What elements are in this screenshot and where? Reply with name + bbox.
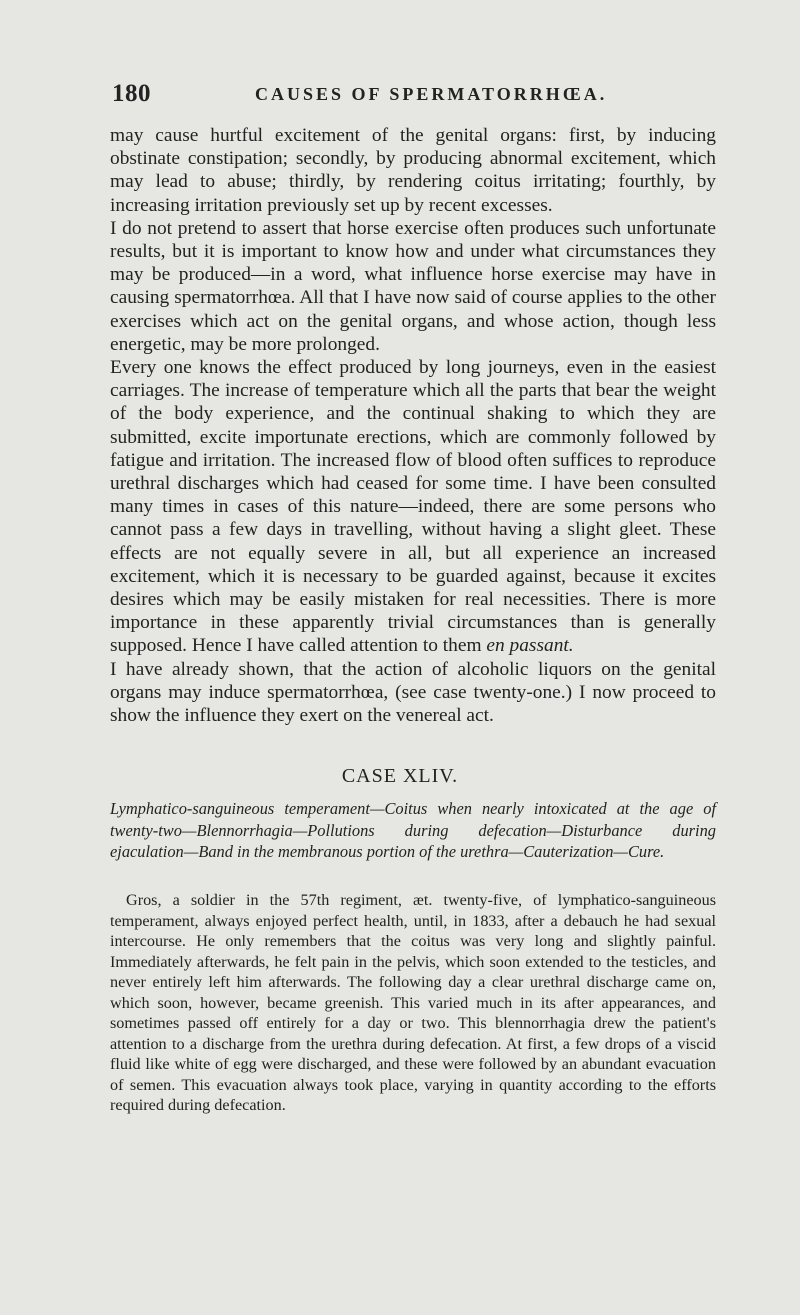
main-text — [110, 124, 716, 727]
running-title: CAUSES OF SPERMATORRHŒA. — [255, 84, 608, 104]
paragraph-3 — [110, 356, 716, 658]
paragraph-1: may cause hurtful excitement of the genital organs: first, by inducing obstinate constipation; secondly, by producing abnormal excitement, which may lead to abuse; thirdly, by rendering coitus irritating; fourthly, by increasing irritation previously set up by recent excesses. — [110, 125, 716, 216]
page-number: 180 — [112, 80, 151, 107]
case-summary: Lymphatico-sanguineous temperament—Coitus when nearly intoxicated at the age of twenty-two—Blennorrhagia—Pollutions during defecation—Disturbance during ejaculation—Band in the membranous portion of the urethra—Cauterization—Cure. — [110, 799, 716, 862]
page-header — [112, 80, 712, 110]
paragraph-3-text: Every one knows the effect produced by long journeys, even in the easiest carriages. The increase of temperature which all the parts that bear the weight of the body experience, and the continual shaking to which they are submitted, excite importunate erections, which are commonly followed by fatigue and irritation. The increased flow of blood often suffices to reproduce urethral discharges which had ceased for some time. I have been consulted many times in cases of this nature—indeed, there are some persons who cannot pass a few days in travelling, without having a slight gleet. These effects are not equally severe in all, but all experience an increased excitement, which it is necessary to be guarded against, because it excites desires which may be easily mistaken for real necessities. There is more importance in these apparently trivial circumstances than is generally supposed. Hence I have called attention to them — [110, 357, 716, 657]
case-heading: CASE XLIV. — [341, 765, 459, 787]
paragraph-4: I have already shown, that the action of alcoholic liquors on the genital organs may induce spermatorrhœa, (see case twenty-one.) I now proceed to show the influence they exert on the venereal act. — [110, 658, 716, 727]
paragraph-2: I do not pretend to assert that horse exercise often produces such unfortunate results, but it is important to know how and under what circumstances they may be produced—in a word, what influence horse exercise may have in causing spermatorrhœa. All that I have now said of course applies to the other exercises which act on the genital organs, and whose action, though less energetic, may be more prolonged. — [110, 217, 716, 355]
paragraph-3-italic: en passant. — [486, 635, 574, 657]
case-text — [110, 890, 716, 1116]
case-paragraph: Gros, a soldier in the 57th regiment, æt. twenty-five, of lymphatico-sanguineous temperament, always enjoyed perfect health, until, in 1833, after a debauch he had sexual intercourse. He only remembers that the coitus was very long and slightly painful. Immediately afterwards, he felt pain in the pelvis, which soon extended to the testicles, and never entirely left him afterwards. The following day a clear urethral discharge came on, which soon, however, became greenish. This varied much in its after appearances, and sometimes passed off entirely for a day or two. This blennorrhagia drew the patient's attention to a discharge from the urethra during defecation. At first, a few drops of a viscid fluid like white of egg were discharged, and these were followed by an abundant evacuation of semen. This evacuation always took place, varying in quantity according to the efforts required during defecation. — [110, 891, 716, 1114]
